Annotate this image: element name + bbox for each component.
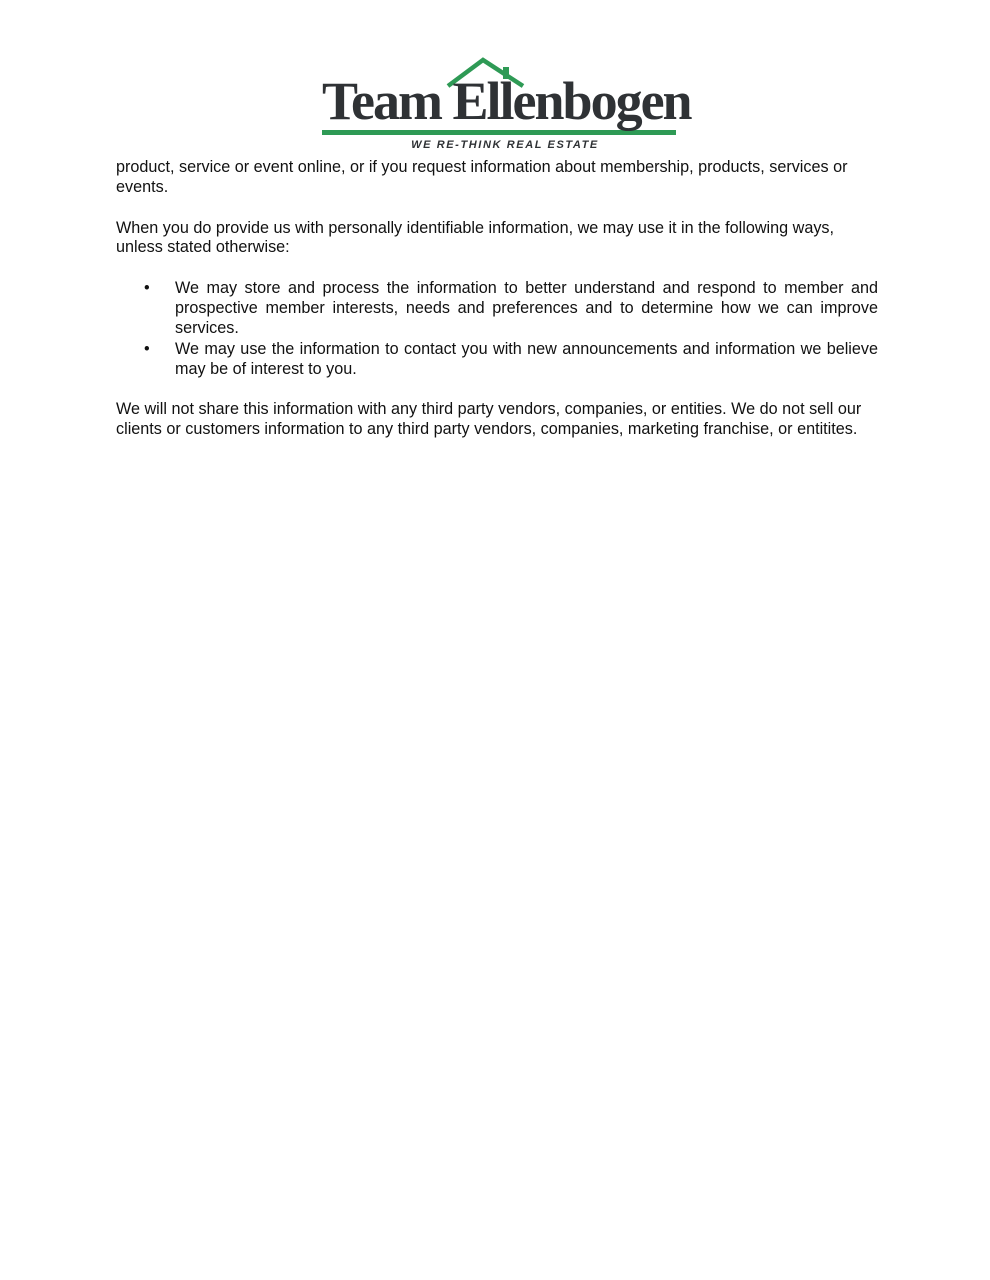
paragraph-purchase-context: product, service or event online, or if you request information about membership, products, services or events. (116, 158, 848, 196)
paragraph-usage-intro: When you do provide us with personally identifiable information, we may use it in the following ways, unless stated otherwise: (116, 218, 835, 257)
document-body (116, 158, 878, 461)
team-ellenbogen-logo (318, 56, 691, 156)
list-item-text: We may store and process the information to better understand and respond to member and prospective member interests, needs and preferences and to determine how we can improve services. (175, 279, 878, 337)
list-item (116, 340, 878, 379)
usage-bullet-list (116, 279, 878, 379)
list-item-text: We may use the information to contact you with new announcements and information we believe may be of interest to you. (175, 340, 878, 378)
logo-tagline: WE RE-THINK REAL ESTATE (411, 139, 599, 151)
bullet-icon: • (144, 279, 150, 298)
logo-wordmark: Team Ellenbogen (322, 71, 691, 131)
list-item (116, 279, 878, 338)
bullet-icon: • (144, 340, 150, 359)
paragraph-no-sharing: We will not share this information with any third party vendors, companies, or entities. We do not sell our clients or customers information to any third party vendors, companies, marketing franchise, or entitites. (116, 400, 862, 438)
